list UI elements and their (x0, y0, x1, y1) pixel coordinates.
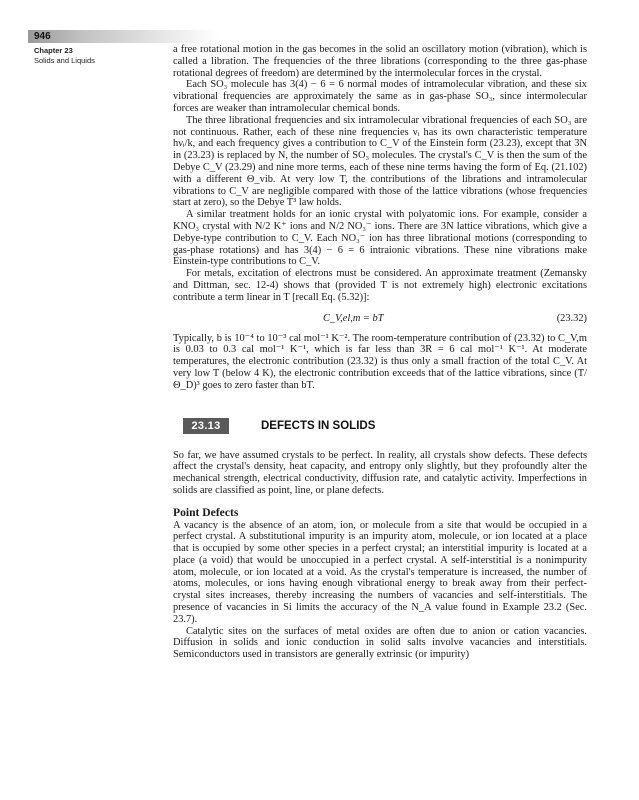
paragraph: a free rotational motion in the gas becomes in the solid an oscillatory motion (vibration), which is called a libration. The frequencies of the three librations (corresponding to the three gas-phase rotational degrees of freedom) are determined by the intermolecular forces in the crystal. (173, 44, 587, 79)
section-heading (173, 418, 587, 440)
paragraph: A similar treatment holds for an ionic crystal with polyatomic ions. For example, consider a KNO₃ crystal with N/2 K⁺ ions and N/2 NO₃⁻ ions. There are 3N lattice vibrations, which give a Debye-type contribution to C_V. Each NO₃⁻ ion has three librational motions (corresponding to gas-phase rotations) and has 3(4) − 6 = 6 intraionic vibrations. These nine vibrations make Einstein-type contributions to C_V. (173, 209, 587, 268)
page-number: 946 (34, 31, 51, 42)
paragraph: Typically, b is 10⁻⁴ to 10⁻³ cal mol⁻¹ K⁻². The room-temperature contribution of (23.32) to C_V,m is 0.03 to 0.3 cal mol⁻¹ K⁻¹, which is far less than 3R = 6 cal mol⁻¹ K⁻¹. At moderate temperatures, the electronic contribution (23.32) is thus only a small fraction of the total C_V. At very low T (below 4 K), the electronic contribution exceeds that of the lattice vibrations, since (T/Θ_D)³ goes to zero faster than bT. (173, 332, 587, 391)
equation-23-32 (173, 309, 587, 331)
paragraph: The three librational frequencies and six intramolecular vibrational frequencies of each SO₃ are not continuous. Rather, each of these nine frequencies νᵢ has its own characteristic temperature hνᵢ/k, and each frequency gives a contribution to C_V of the Einstein form (23.23), except that 3N in (23.23) is replaced by N, the number of SO₃ molecules. The crystal's C_V is then the sum of the Debye C_V (23.29) and nine more terms, each of these nine terms having the form of Eq. (21.102) with a different Θ_vib. At very low T, the contributions of the librations and intramolecular vibrations to C_V are negligible compared with those of the lattice vibrations (whose frequencies start at zero), so the Debye T³ law holds. (173, 114, 587, 209)
equation-body: C_V,el,m = bT (323, 312, 384, 324)
main-text-column (173, 44, 587, 661)
chapter-margin-note (34, 46, 164, 65)
paragraph: For metals, excitation of electrons must be considered. An approximate treatment (Zemansky and Dittman, sec. 12-4) shows that (provided T is not extremely high) electronic excitations contribute a term linear in T [recall Eq. (5.32)]: (173, 268, 587, 303)
chapter-title: Solids and Liquids (34, 55, 95, 65)
page-number-bar (28, 30, 218, 43)
subsection-title: Point Defects (173, 505, 239, 519)
paragraph: Catalytic sites on the surfaces of metal oxides are often due to anion or cation vacancies. Diffusion in solids and ionic conduction in solid salts involve vacancies and interstitials. Semiconductors used in transistors are generally extrinsic (or impurity) (173, 625, 587, 661)
equation-number: (23.32) (556, 312, 587, 324)
section-number: 23.13 (183, 418, 229, 434)
paragraph: So far, we have assumed crystals to be perfect. In reality, all crystals show defects. These defects affect the crystal's density, heat capacity, and entropy only slightly, but they profoundly alter the mechanical strength, electrical conductivity, diffusion rate, and catalytic activity. Imperfections in solids are classified as point, line, or plane defects. (173, 449, 587, 496)
paragraph: Each SO₃ molecule has 3(4) − 6 = 6 normal modes of intramolecular vibration, and these six vibrational frequencies are approximately the same as in gas-phase SO₃, since intermolecular forces are weaker than intramolecular chemical bonds. (173, 79, 587, 114)
section-title: DEFECTS IN SOLIDS (261, 419, 376, 432)
paragraph: A vacancy is the absence of an atom, ion, or molecule from a site that would be occupied in a perfect crystal. A substitutional impurity is an impurity atom, molecule, or ion located at a place that is occupied by some other species in a perfect crystal; an interstitial impurity is located at a place (a void) that would be unoccupied in a perfect crystal. A self-interstitial is a nonimpurity atom, molecule, or ion located at a void. As the crystal's temperature is increased, the number of atoms, molecules, or ions having enough vibrational energy to break away from their perfect-crystal sites increases, thereby increasing the numbers of vacancies and self-interstitials. The presence of vacancies in Si limits the accuracy of the N_A value found in Example 23.2 (Sec. 23.7). (173, 519, 587, 625)
chapter-label: Chapter 23 (34, 46, 73, 55)
